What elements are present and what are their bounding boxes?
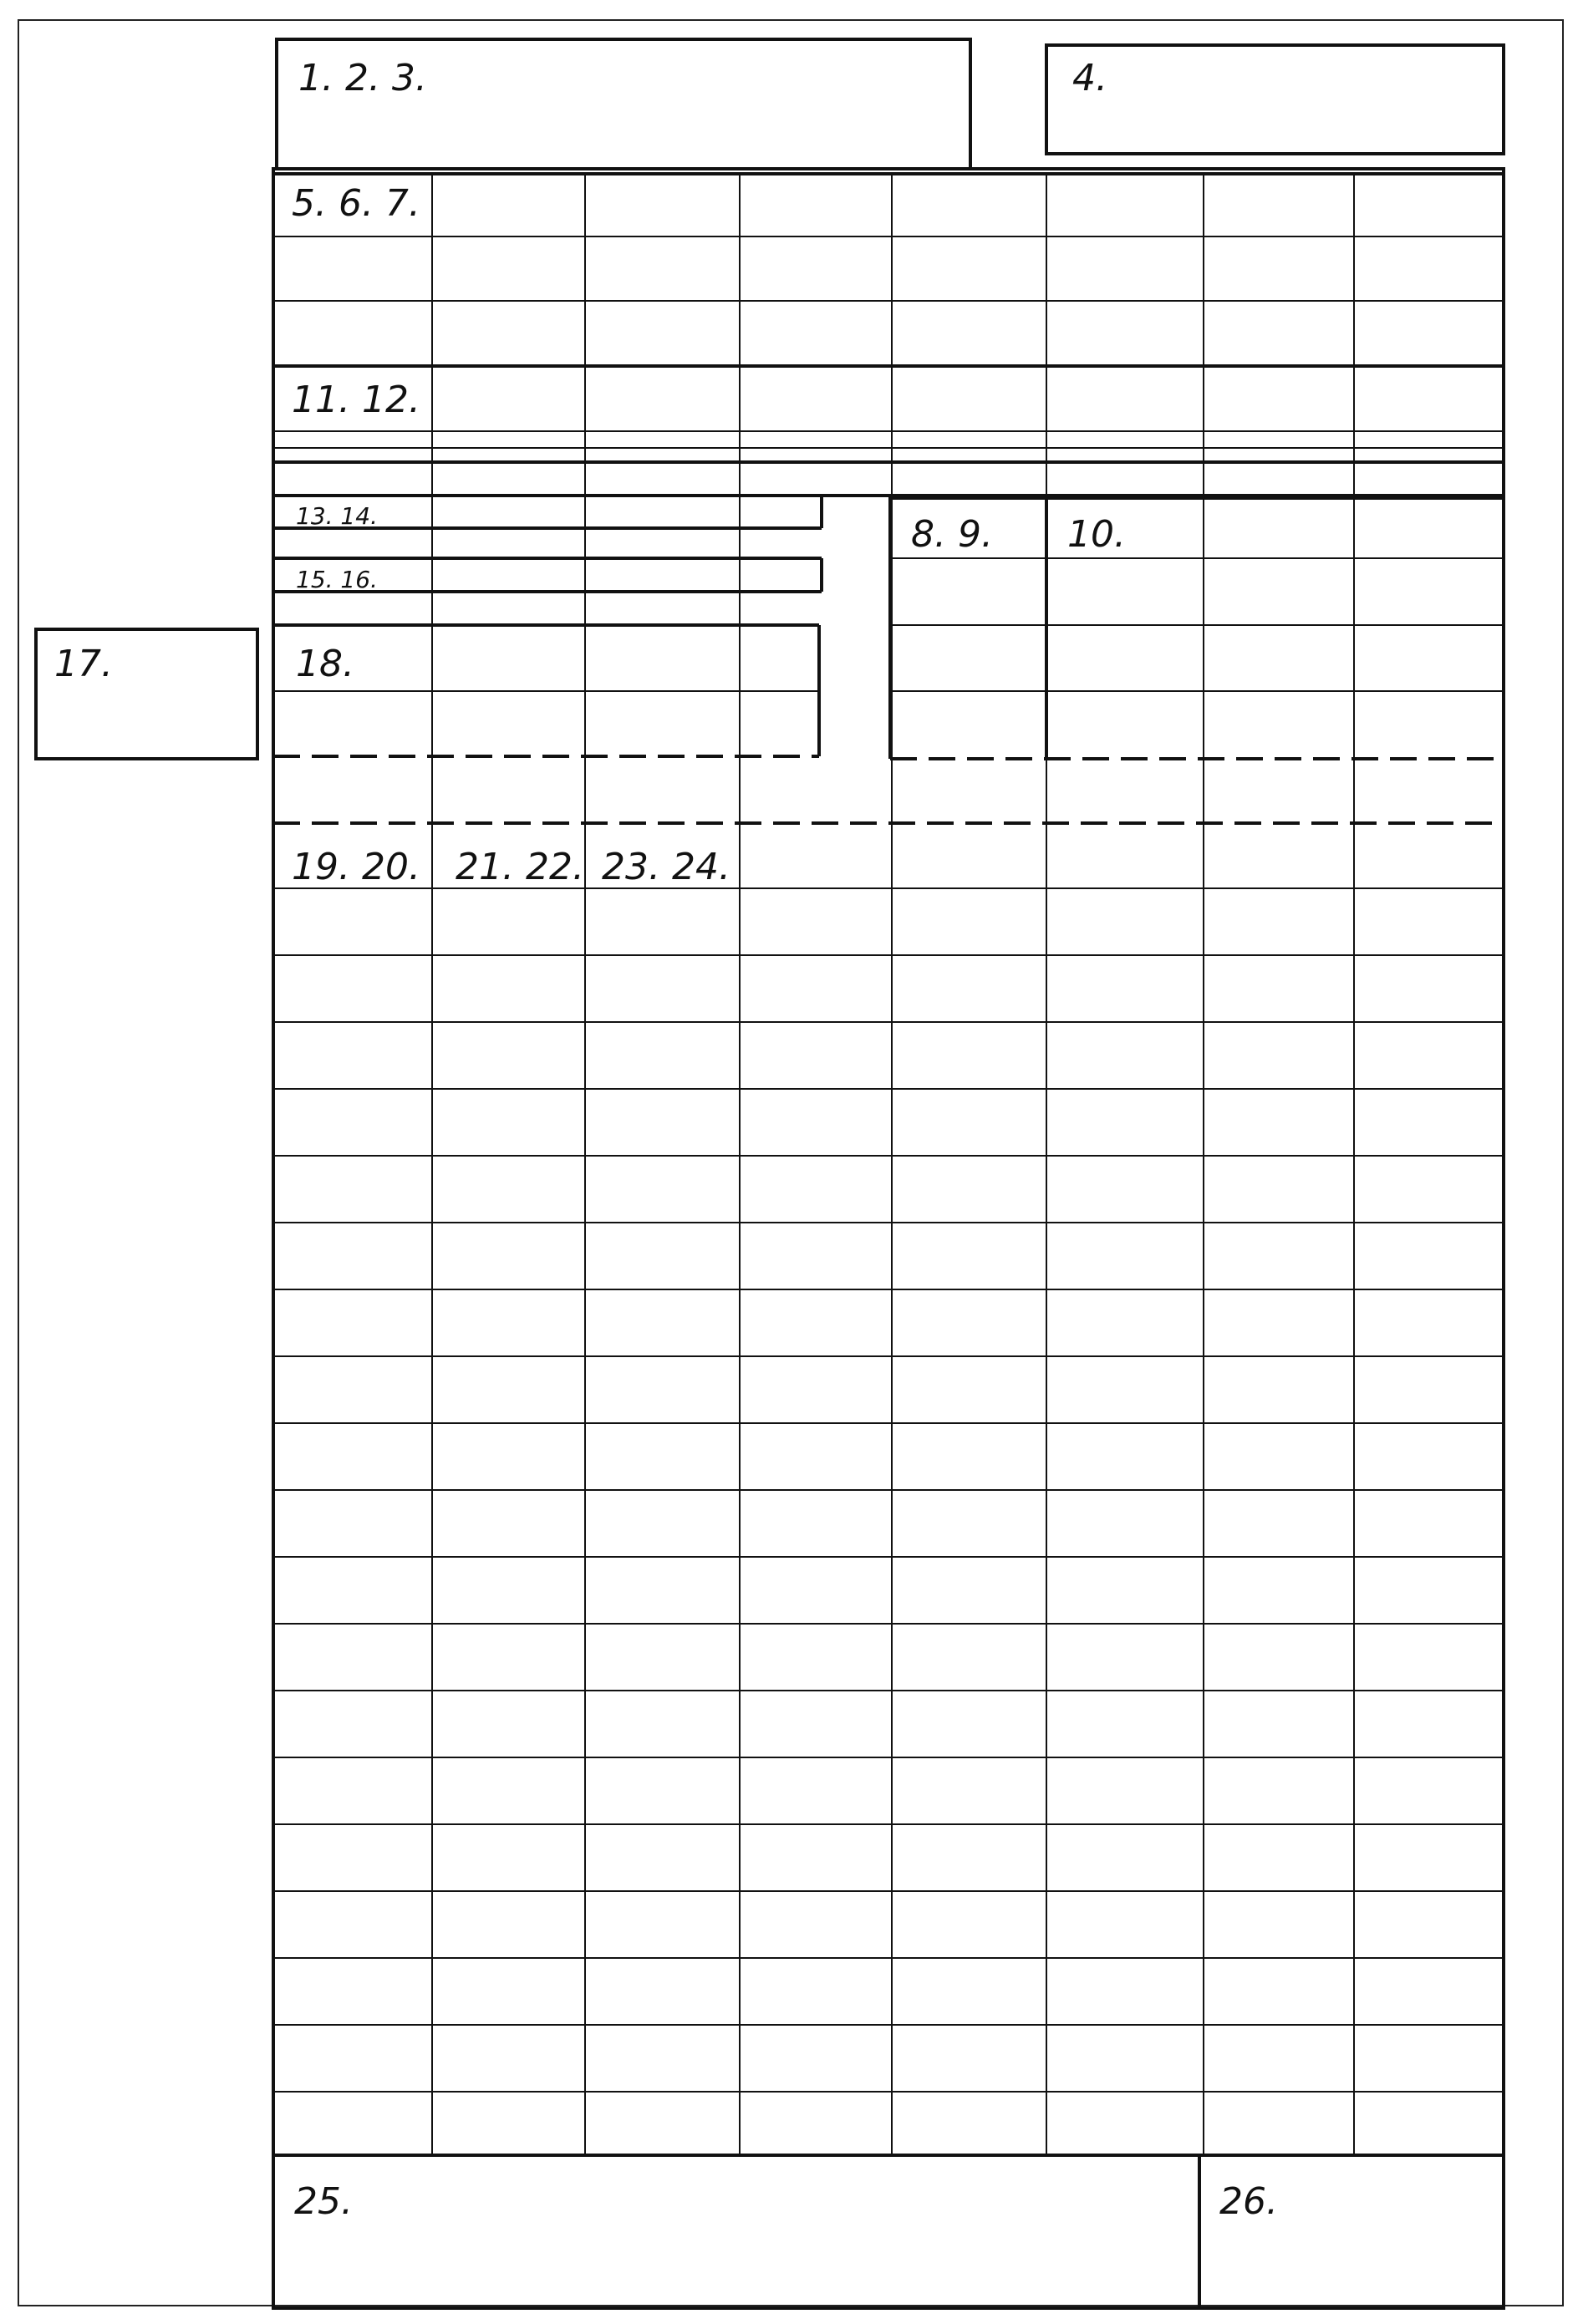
label-1-2-3: 1. 2. 3. — [298, 57, 427, 99]
label-25: 25. — [294, 2180, 353, 2223]
label-21-22: 21. 22. — [456, 846, 584, 888]
label-23-24: 23. 24. — [602, 846, 730, 888]
label-13-14: 13. 14. — [296, 502, 378, 530]
top-rules — [273, 236, 1504, 462]
box-18 — [273, 625, 819, 756]
label-4: 4. — [1072, 57, 1107, 99]
main-frame — [273, 169, 1504, 2308]
label-18: 18. — [296, 643, 354, 685]
box-4 — [1046, 45, 1504, 154]
label-10: 10. — [1067, 513, 1126, 556]
label-26: 26. — [1219, 2180, 1278, 2223]
bottom-boxes — [273, 2155, 1504, 2308]
middle-left-columns — [432, 496, 1354, 823]
label-8-9: 8. 9. — [911, 513, 993, 556]
label-5-6-7: 5. 6. 7. — [292, 182, 420, 225]
lower-grid — [273, 823, 1504, 2155]
label-17: 17. — [54, 643, 113, 685]
label-19-20: 19. 20. — [292, 846, 420, 888]
page-border — [18, 20, 1563, 2306]
label-11-12: 11. 12. — [292, 379, 420, 421]
label-15-16: 15. 16. — [296, 566, 378, 593]
